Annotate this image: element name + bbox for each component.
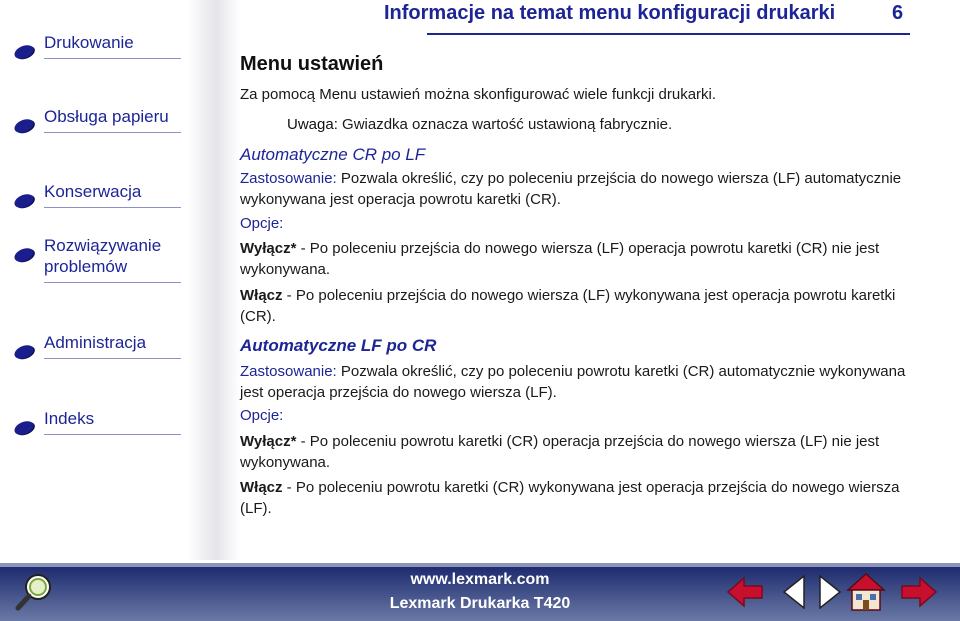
nav-divider bbox=[44, 58, 181, 59]
sidebar-item-label[interactable]: Obsługa papieru bbox=[44, 107, 169, 126]
option-name: Włącz bbox=[240, 479, 283, 496]
option-item bbox=[240, 431, 908, 473]
setting-title: Automatyczne LF po CR bbox=[240, 336, 437, 355]
intro-text: Za pomocą Menu ustawień można skonfigurować wiele funkcji drukarki. bbox=[240, 86, 717, 103]
option-item bbox=[240, 285, 908, 327]
footer-product-name: Lexmark Drukarka T420 bbox=[389, 595, 571, 612]
sidebar-nav bbox=[0, 0, 240, 560]
note-label: Uwaga: bbox=[287, 116, 338, 133]
usage-label: Zastosowanie: bbox=[240, 170, 337, 187]
bullet-icon bbox=[12, 419, 35, 438]
bullet-icon bbox=[12, 43, 35, 62]
setting-title: Automatyczne CR po LF bbox=[240, 145, 426, 164]
option-item bbox=[240, 238, 908, 280]
option-desc: - Po poleceniu przejścia do nowego wiersza (LF) operacja powrotu karetki (CR) nie jest wykonywana. bbox=[240, 240, 880, 278]
sidebar-item-rozwiazywanie-problemow[interactable] bbox=[0, 235, 200, 285]
usage-desc: Pozwala określić, czy po poleceniu powrotu karetki (CR) automatycznie wykonywana jest operacja przejścia do nowego wiersza (LF). bbox=[240, 363, 906, 401]
nav-divider bbox=[44, 207, 181, 208]
usage-text bbox=[240, 361, 908, 403]
usage-label: Zastosowanie: bbox=[240, 363, 337, 380]
bullet-icon bbox=[12, 343, 35, 362]
sidebar-item-label[interactable]: Drukowanie bbox=[44, 33, 134, 52]
option-name: Wyłącz* bbox=[240, 240, 297, 257]
nav-divider bbox=[44, 282, 181, 283]
sidebar-item-administracja[interactable] bbox=[0, 332, 200, 362]
nav-divider bbox=[44, 132, 181, 133]
option-name: Włącz bbox=[240, 287, 283, 304]
nav-divider bbox=[44, 358, 181, 359]
footer-divider bbox=[0, 563, 960, 567]
footer-url-link[interactable]: www.lexmark.com bbox=[410, 571, 550, 588]
sidebar-item-label[interactable]: Administracja bbox=[44, 333, 147, 352]
option-name: Wyłącz* bbox=[240, 433, 297, 450]
option-desc: - Po poleceniu przejścia do nowego wiersza (LF) wykonywana jest operacja powrotu karetki (CR). bbox=[240, 287, 896, 325]
footer-bar bbox=[0, 563, 960, 621]
note bbox=[287, 114, 955, 135]
sidebar-item-label[interactable]: Konserwacja bbox=[44, 182, 142, 201]
sidebar-item-label[interactable]: Indeks bbox=[44, 409, 95, 428]
sidebar-item-drukowanie[interactable] bbox=[0, 32, 200, 62]
page-number: 6 bbox=[892, 2, 904, 24]
option-desc: - Po poleceniu powrotu karetki (CR) operacja przejścia do nowego wiersza (LF) nie jest wykonywana. bbox=[240, 433, 880, 471]
sidebar-item-konserwacja[interactable] bbox=[0, 181, 200, 211]
bullet-icon bbox=[12, 246, 35, 265]
bullet-icon bbox=[12, 192, 35, 211]
header-divider bbox=[427, 33, 910, 35]
options-label: Opcje: bbox=[240, 215, 284, 232]
sidebar-item-obsluga-papieru[interactable] bbox=[0, 106, 200, 136]
sidebar-item-indeks[interactable] bbox=[0, 408, 200, 438]
page-header-title: Informacje na temat menu konfiguracji drukarki bbox=[384, 2, 836, 24]
option-desc: - Po poleceniu powrotu karetki (CR) wykonywana jest operacja przejścia do nowego wiersza (LF). bbox=[240, 479, 900, 517]
options-label: Opcje: bbox=[240, 407, 284, 424]
option-item bbox=[240, 477, 908, 519]
usage-desc: Pozwala określić, czy po poleceniu przejścia do nowego wiersza (LF) automatycznie wykonywana jest operacja powrotu karetki (CR). bbox=[240, 170, 902, 208]
section-title: Menu ustawień bbox=[240, 53, 384, 75]
nav-divider bbox=[44, 434, 181, 435]
usage-text bbox=[240, 168, 908, 210]
note-text: Gwiazdka oznacza wartość ustawioną fabrycznie. bbox=[337, 116, 673, 133]
bullet-icon bbox=[12, 117, 35, 136]
sidebar-item-label[interactable]: Rozwiązywanie problemów bbox=[44, 236, 162, 276]
